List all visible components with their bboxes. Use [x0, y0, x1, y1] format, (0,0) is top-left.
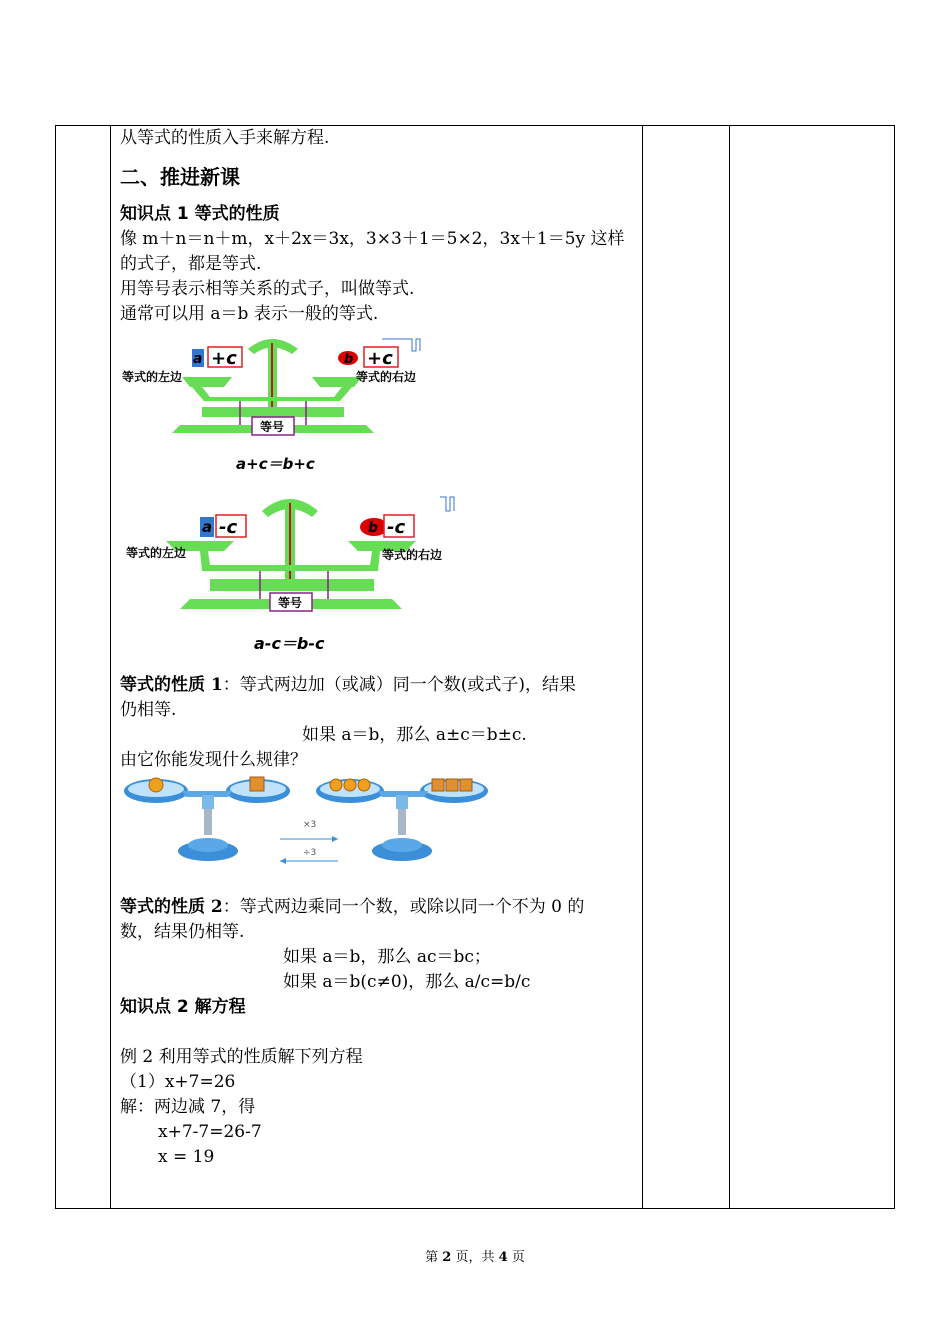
right-pan — [312, 377, 362, 387]
cube-icon — [432, 779, 444, 791]
equal-sign-label: 等号 — [278, 596, 303, 610]
footer-mid: 页，共 — [455, 1250, 495, 1265]
blank-line — [120, 1020, 636, 1045]
divide-three-label: ÷3 — [303, 848, 317, 858]
left-var-label: a — [202, 518, 213, 536]
ball-icon — [149, 778, 163, 792]
table-col-line-3 — [642, 125, 643, 1209]
left-op-label: +c — [211, 348, 237, 369]
right-side-label: 等式的右边 — [382, 548, 443, 562]
prop2-text1: ：等式两边乘同一个数，或除以同一个不为 0 的 — [222, 897, 585, 917]
kp1-line2: 的式子，都是等式. — [120, 254, 262, 274]
prop2-formula1: 如果 a＝b，那么 ac＝bc； — [283, 947, 491, 967]
ball-icon — [358, 779, 370, 791]
prop2-label: 等式的性质 2 — [120, 897, 223, 917]
kp1-line4: 通常可以用 a＝b 表示一般的等式. — [120, 304, 379, 324]
footer-prefix: 第 — [425, 1250, 439, 1265]
prop1-label: 等式的性质 1 — [120, 675, 223, 695]
prop1-line2: 仍相等. — [120, 700, 177, 720]
ball-icon — [330, 779, 342, 791]
fig1-caption: a+c＝b+c — [236, 455, 315, 473]
equal-sign-label: 等号 — [260, 420, 285, 434]
prop2-formula2: 如果 a＝b(c≠0)，那么 a/c=b/c — [283, 972, 531, 992]
left-side-label: 等式的左边 — [122, 370, 183, 384]
intro-text: 从等式的性质入手来解方程. — [120, 128, 330, 148]
footer-total-pages: 4 — [498, 1250, 508, 1265]
left-var-label: a — [193, 351, 203, 367]
right-side-label: 等式的右边 — [356, 370, 417, 384]
cube-icon — [446, 779, 458, 791]
right-var-label: b — [368, 520, 379, 536]
left-balance — [124, 777, 290, 861]
kp1-line1: 像 m＋n＝n＋m，x＋2x＝3x，3×3＋1＝5×2，3x＋1＝5y 这样 — [120, 229, 625, 249]
left-pan — [182, 377, 232, 387]
example-solution: 解：两边减 7，得 — [120, 1097, 256, 1117]
right-var-label: b — [344, 352, 354, 367]
table-col-line-1 — [55, 125, 56, 1209]
left-op-label: -c — [219, 517, 238, 538]
prop2-line1 — [120, 895, 636, 920]
scale-platform — [210, 579, 374, 591]
scale-platform — [202, 407, 344, 417]
cube-icon — [460, 779, 472, 791]
example-step2: x = 19 — [158, 1147, 215, 1167]
kp2-title: 知识点 2 解方程 — [120, 997, 246, 1017]
bracket-icon — [440, 497, 454, 511]
kp1-title: 知识点 1 等式的性质 — [120, 204, 280, 224]
cube-icon — [250, 777, 264, 791]
right-op-label: +c — [367, 348, 393, 369]
table-col-line-5 — [894, 125, 895, 1209]
right-balance — [316, 779, 488, 861]
prop1-line1 — [120, 673, 636, 698]
prop2-line2: 数，结果仍相等. — [120, 922, 245, 942]
section-title: 二、推进新课 — [120, 165, 240, 189]
table-col-line-2 — [110, 125, 111, 1209]
table-col-line-4 — [729, 125, 730, 1209]
balance-figure-minus — [120, 489, 636, 673]
table-bottom-border — [55, 1208, 895, 1209]
right-op-label: -c — [387, 517, 406, 538]
prop1-question: 由它你能发现什么规律？ — [120, 750, 307, 770]
example-part1: （1）x+7=26 — [120, 1072, 236, 1092]
example-title: 例 2 利用等式的性质解下列方程 — [120, 1047, 363, 1067]
example-step1: x+7-7=26-7 — [158, 1122, 262, 1142]
ball-icon — [344, 779, 356, 791]
balance-figure-plus — [120, 327, 636, 489]
page-footer — [0, 1246, 950, 1265]
times-three-label: ×3 — [303, 820, 317, 830]
prop1-text1: ：等式两边加（或减）同一个数(或式子)，结果 — [222, 675, 577, 695]
fig2-caption: a-c＝b-c — [254, 634, 325, 653]
kp1-line3: 用等号表示相等关系的式子，叫做等式. — [120, 279, 415, 299]
prop1-formula: 如果 a＝b，那么 a±c＝b±c. — [302, 725, 527, 745]
left-side-label: 等式的左边 — [126, 546, 187, 560]
footer-page-number: 2 — [442, 1250, 452, 1265]
footer-suffix: 页 — [511, 1250, 525, 1265]
lesson-content — [120, 126, 636, 1170]
balance-multiply-figure — [120, 773, 636, 895]
